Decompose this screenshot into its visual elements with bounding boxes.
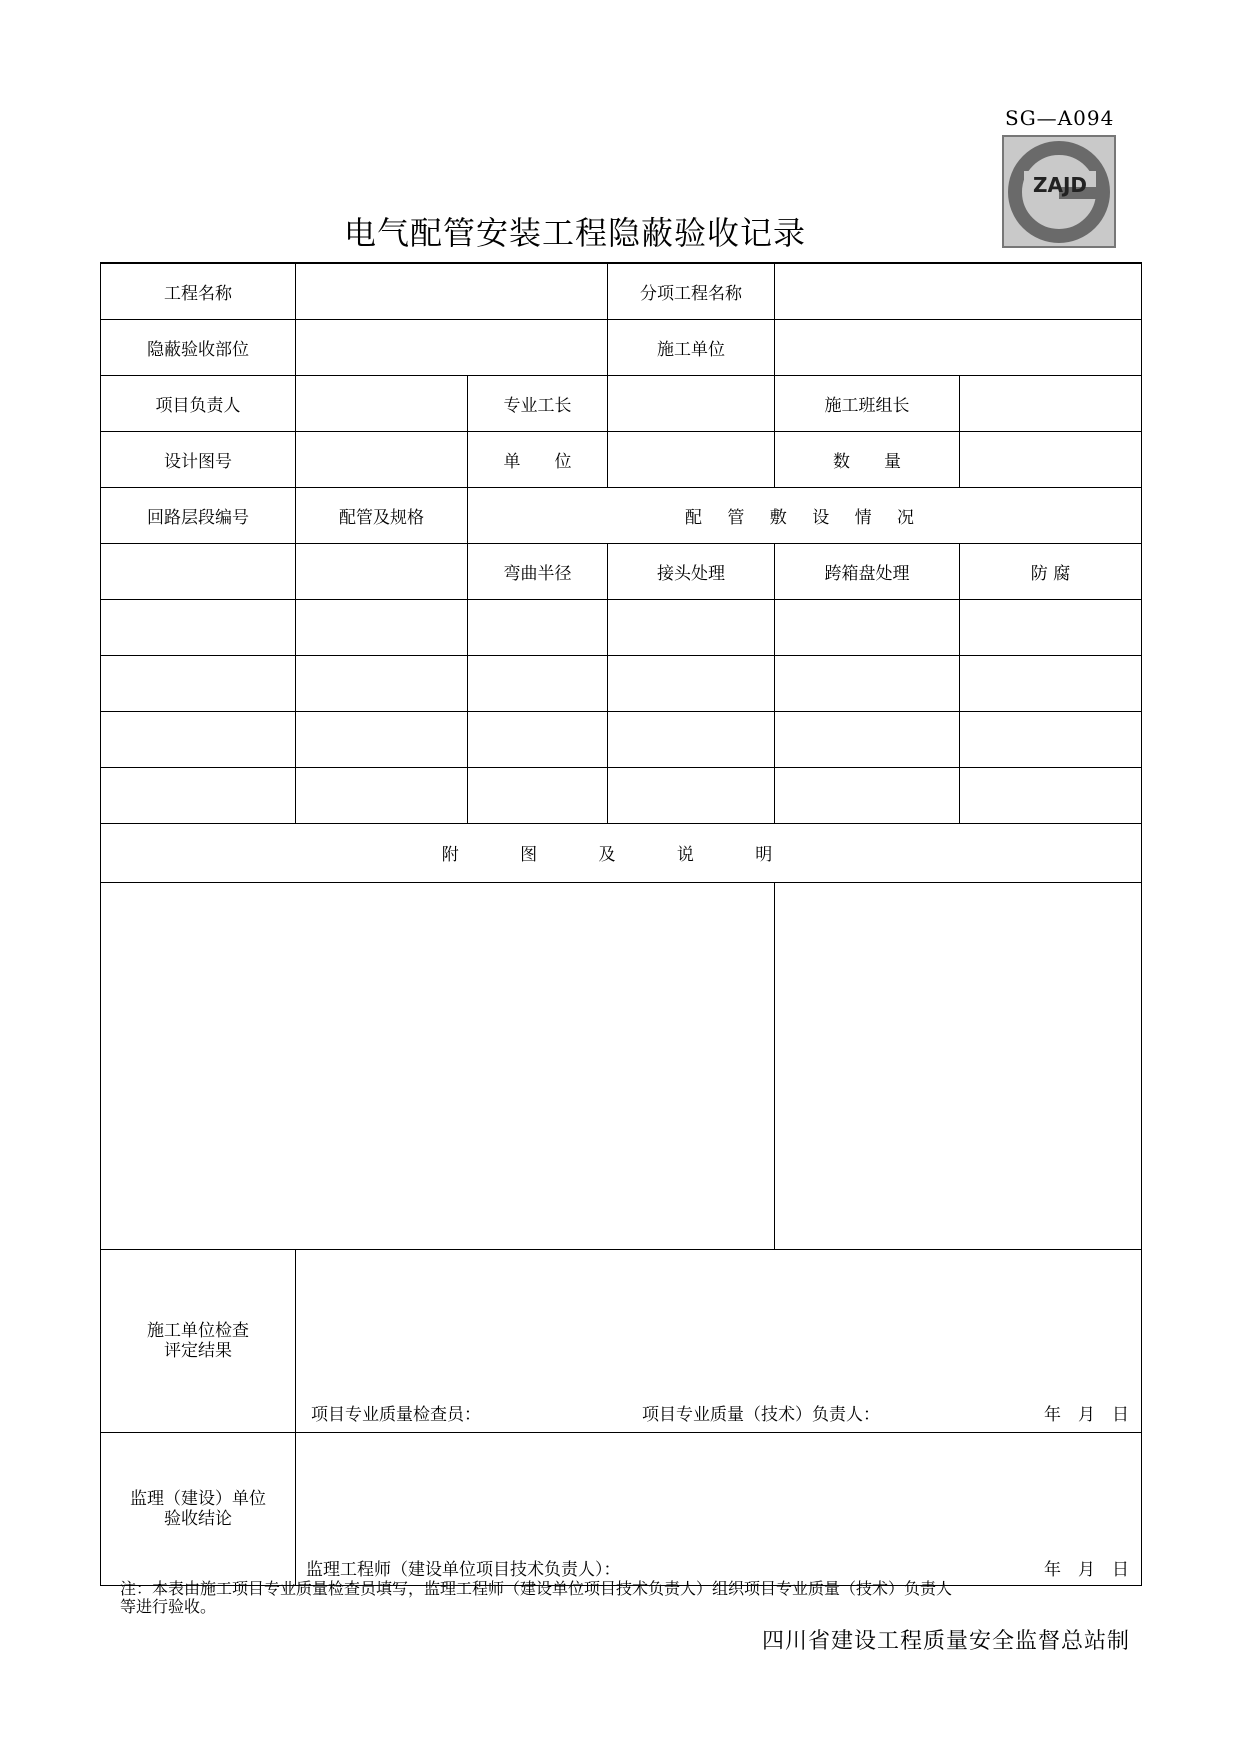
table-cell[interactable]	[296, 767, 468, 823]
project-name-field[interactable]	[296, 263, 608, 319]
table-cell[interactable]	[296, 655, 468, 711]
issuer: 四川省建设工程质量安全监督总站制	[761, 1629, 1130, 1654]
quality-tech-lead-label: 项目专业质量（技术）负责人：	[642, 1404, 880, 1425]
construction-check-label-line2: 评定结果	[164, 1340, 232, 1361]
table-cell[interactable]	[960, 711, 1142, 767]
table-cell[interactable]	[468, 767, 608, 823]
table-cell[interactable]	[101, 599, 296, 655]
table-cell[interactable]	[960, 655, 1142, 711]
footnote	[120, 1580, 1080, 1616]
unit-field[interactable]	[608, 431, 775, 487]
table-cell[interactable]	[101, 767, 296, 823]
table-cell[interactable]	[101, 655, 296, 711]
table-cell[interactable]	[960, 599, 1142, 655]
joint-label: 接头处理	[608, 543, 775, 599]
supervision-label	[101, 1432, 296, 1585]
footnote-line2: 等进行验收。	[120, 1597, 217, 1616]
table-cell[interactable]	[468, 711, 608, 767]
construction-unit-label: 施工单位	[608, 319, 775, 375]
project-name-label: 工程名称	[101, 263, 296, 319]
table-row	[101, 599, 1142, 655]
table-cell[interactable]	[468, 655, 608, 711]
logo-text: ZAJD	[1032, 173, 1088, 197]
anticorrosion-label: 防 腐	[960, 543, 1142, 599]
circuit-cell[interactable]	[101, 543, 296, 599]
table-cell[interactable]	[468, 599, 608, 655]
table-cell[interactable]	[101, 711, 296, 767]
table-cell[interactable]	[608, 767, 775, 823]
bend-radius-label: 弯曲半径	[468, 543, 608, 599]
foreman-label: 专业工长	[468, 375, 608, 431]
page-title: 电气配管安装工程隐蔽验收记录	[343, 214, 806, 252]
table-cell[interactable]	[775, 767, 960, 823]
construction-check-area[interactable]	[296, 1249, 1142, 1432]
project-manager-field[interactable]	[296, 375, 468, 431]
inspection-form	[100, 262, 1142, 1586]
design-drawing-label: 设计图号	[101, 431, 296, 487]
supervision-label-line2: 验收结论	[164, 1508, 232, 1529]
concealed-part-field[interactable]	[296, 319, 608, 375]
table-cell[interactable]	[775, 655, 960, 711]
table-cell[interactable]	[608, 711, 775, 767]
table-cell[interactable]	[608, 655, 775, 711]
table-cell[interactable]	[775, 711, 960, 767]
table-cell[interactable]	[296, 711, 468, 767]
sub-project-name-label: 分项工程名称	[608, 263, 775, 319]
table-cell[interactable]	[608, 599, 775, 655]
table-cell[interactable]	[296, 599, 468, 655]
construction-unit-field[interactable]	[775, 319, 1142, 375]
design-drawing-field[interactable]	[296, 431, 468, 487]
quantity-label: 数 量	[775, 431, 960, 487]
construction-check-label-line1: 施工单位检查	[147, 1320, 249, 1341]
quality-inspector-label: 项目专业质量检查员：	[311, 1404, 481, 1425]
supervision-area[interactable]	[296, 1432, 1142, 1585]
table-cell[interactable]	[960, 767, 1142, 823]
attachment-notes-area[interactable]	[775, 882, 1142, 1249]
conduit-spec-cell[interactable]	[296, 543, 468, 599]
conduit-spec-label: 配管及规格	[296, 487, 468, 543]
table-cell[interactable]	[775, 599, 960, 655]
project-manager-label: 项目负责人	[101, 375, 296, 431]
foreman-field[interactable]	[608, 375, 775, 431]
construction-check-date-label: 年 月 日	[1044, 1404, 1129, 1425]
sub-project-name-field[interactable]	[775, 263, 1142, 319]
construction-check-label	[101, 1249, 296, 1432]
circuit-label: 回路层段编号	[101, 487, 296, 543]
team-leader-label: 施工班组长	[775, 375, 960, 431]
attachment-label: 附 图 及 说 明	[101, 823, 1142, 882]
unit-label: 单 位	[468, 431, 608, 487]
table-row	[101, 711, 1142, 767]
supervisor-label: 监理工程师（建设单位项目技术负责人）：	[306, 1559, 621, 1580]
supervision-date-label: 年 月 日	[1044, 1559, 1129, 1580]
attachment-drawing-area[interactable]	[101, 882, 775, 1249]
table-row	[101, 767, 1142, 823]
quantity-field[interactable]	[960, 431, 1142, 487]
team-leader-field[interactable]	[960, 375, 1142, 431]
form-code: SG—A094	[1005, 106, 1115, 130]
box-label: 跨箱盘处理	[775, 543, 960, 599]
supervision-label-line1: 监理（建设）单位	[130, 1488, 266, 1509]
concealed-part-label: 隐蔽验收部位	[101, 319, 296, 375]
laying-status-label: 配 管 敷 设 情 况	[468, 487, 1142, 543]
table-row	[101, 655, 1142, 711]
footnote-line1: 注：本表由施工项目专业质量检查员填写，监理工程师（建设单位项目技术负责人）组织项目专业质量（技术）负责人	[120, 1579, 953, 1598]
